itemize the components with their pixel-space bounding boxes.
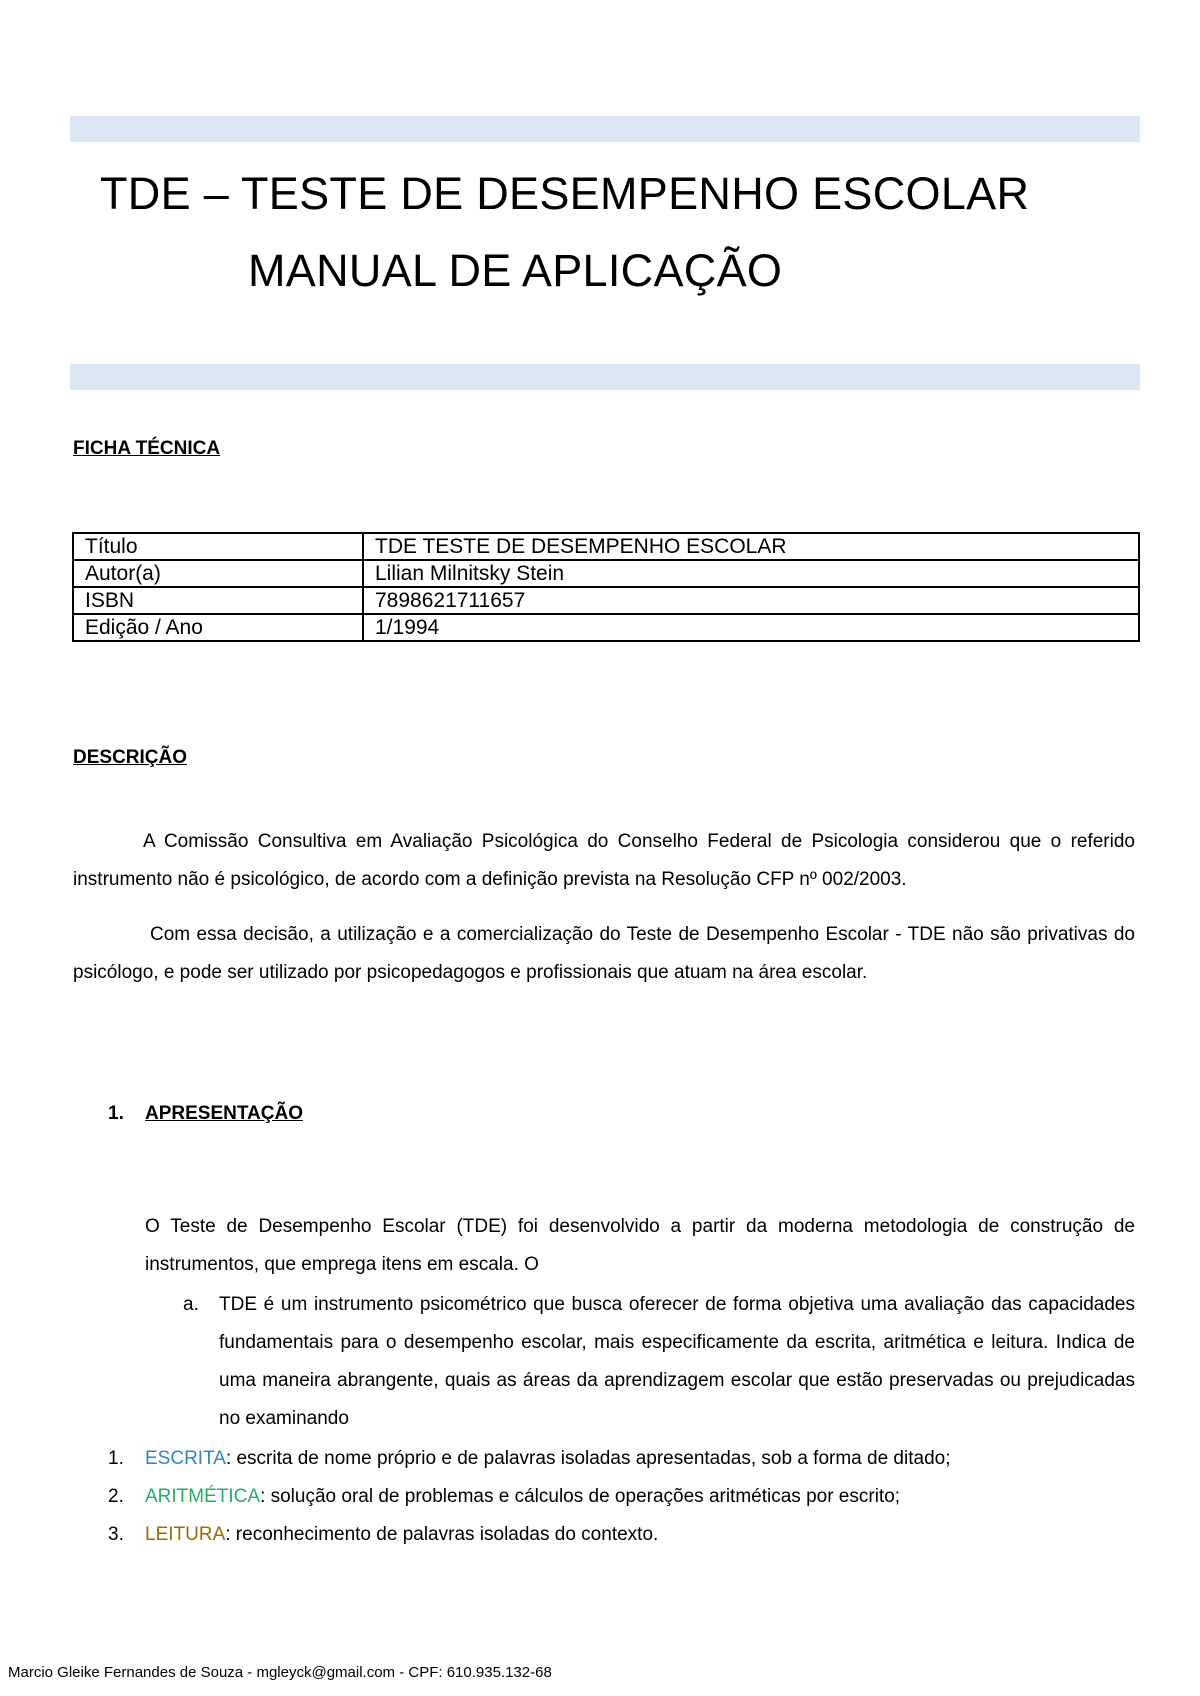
descricao-paragraph-2-text: Com essa decisão, a utilização e a comercialização do Teste de Desempenho Escolar - TDE não são privativas do psicólogo, e pode ser utilizado por psicopedagogos e profissionais que atuam na área escolar. bbox=[73, 924, 1135, 983]
descricao-paragraph-2 bbox=[73, 916, 1135, 992]
list-item bbox=[108, 1440, 1138, 1478]
table-row bbox=[73, 614, 1139, 641]
term-aritmetica: ARITMÉTICA bbox=[145, 1486, 261, 1507]
ficha-label-titulo: Título bbox=[73, 533, 363, 560]
sub-item-text: TDE é um instrumento psicométrico que busca oferecer de forma objetiva uma avaliação das capacidades fundamentais para o desempenho escolar, mais especificamente da escrita, aritmética e leitura. Indica de uma maneira abrangente, quais as áreas da aprendizagem escolar que estão preservadas ou prejudicadas no examinando bbox=[219, 1294, 1135, 1429]
list-item-text: : reconhecimento de palavras isoladas do contexto. bbox=[225, 1524, 659, 1545]
list-item-number: 3. bbox=[108, 1524, 124, 1545]
table-row bbox=[73, 560, 1139, 587]
ficha-value-titulo: TDE TESTE DE DESEMPENHO ESCOLAR bbox=[363, 533, 1139, 560]
term-leitura: LEITURA bbox=[145, 1524, 226, 1545]
descricao-paragraph-1 bbox=[73, 823, 1135, 899]
term-escrita: ESCRITA bbox=[145, 1448, 226, 1469]
ficha-value-isbn: 7898621711657 bbox=[363, 587, 1139, 614]
apresentacao-label: APRESENTAÇÃO bbox=[145, 1103, 303, 1124]
ficha-value-autor: Lilian Milnitsky Stein bbox=[363, 560, 1139, 587]
table-row bbox=[73, 587, 1139, 614]
footer-author-line: Marcio Gleike Fernandes de Souza - mgleyck@gmail.com - CPF: 610.935.132-68 bbox=[8, 1664, 552, 1681]
header-top-band bbox=[70, 116, 1140, 142]
ficha-label-autor: Autor(a) bbox=[73, 560, 363, 587]
ficha-tecnica-heading: FICHA TÉCNICA bbox=[73, 438, 221, 459]
list-item bbox=[108, 1516, 1138, 1554]
table-row bbox=[73, 533, 1139, 560]
document-title-line2: MANUAL DE APLICAÇÃO bbox=[248, 245, 783, 296]
descricao-heading: DESCRIÇÃO bbox=[73, 747, 188, 768]
sub-item-marker: a. bbox=[183, 1294, 199, 1315]
list-item bbox=[108, 1478, 1138, 1516]
ficha-tecnica-table bbox=[72, 532, 1140, 642]
ficha-label-edicao: Edição / Ano bbox=[73, 614, 363, 641]
apresentacao-number: 1. bbox=[108, 1103, 124, 1124]
list-item-number: 2. bbox=[108, 1486, 124, 1507]
areas-list bbox=[108, 1440, 1138, 1554]
descricao-paragraph-1-text: A Comissão Consultiva em Avaliação Psicológica do Conselho Federal de Psicologia considerou que o referido instrumento não é psicológico, de acordo com a definição prevista na Resolução CFP nº 002/2003. bbox=[73, 831, 1135, 890]
apresentacao-intro: O Teste de Desempenho Escolar (TDE) foi desenvolvido a partir da moderna metodologia de construção de instrumentos, que emprega itens em escala. O bbox=[145, 1216, 1135, 1275]
apresentacao-heading bbox=[108, 1103, 303, 1125]
ficha-label-isbn: ISBN bbox=[73, 587, 363, 614]
apresentacao-sub-item bbox=[183, 1286, 1135, 1438]
list-item-text: : escrita de nome próprio e de palavras isoladas apresentadas, sob a forma de ditado; bbox=[225, 1448, 951, 1469]
document-title-line1: TDE – TESTE DE DESEMPENHO ESCOLAR bbox=[100, 168, 1030, 219]
ficha-value-edicao: 1/1994 bbox=[363, 614, 1139, 641]
header-bottom-band bbox=[70, 364, 1140, 390]
list-item-number: 1. bbox=[108, 1448, 124, 1469]
list-item-text: : solução oral de problemas e cálculos de operações aritméticas por escrito; bbox=[260, 1486, 901, 1507]
